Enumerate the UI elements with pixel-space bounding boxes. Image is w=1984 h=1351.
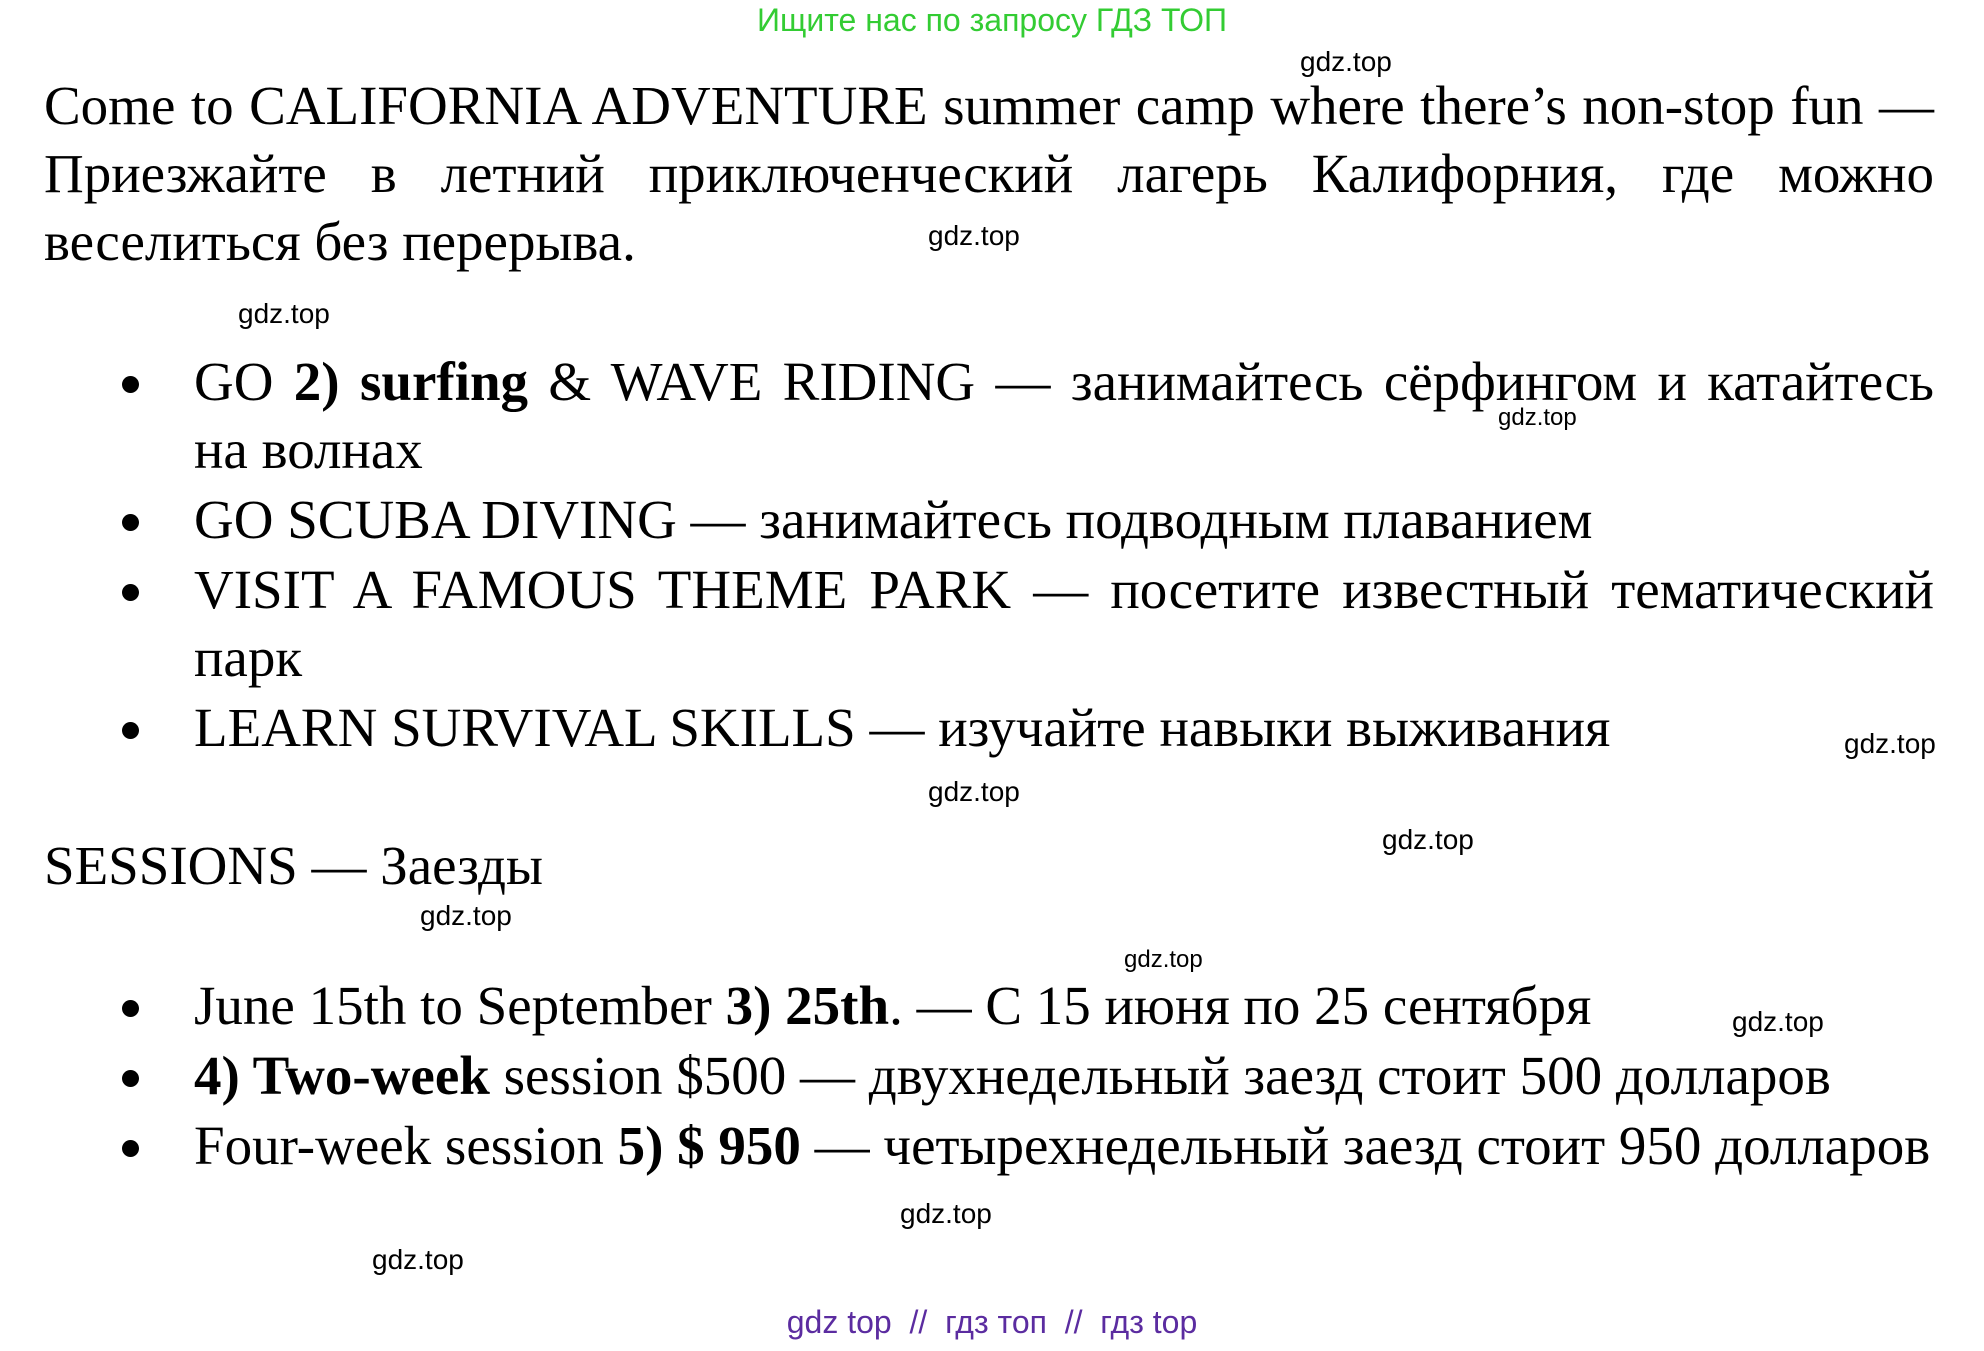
watermark: gdz.top bbox=[1300, 46, 1392, 77]
watermark: gdz.top bbox=[372, 1244, 464, 1275]
bullet-icon bbox=[122, 722, 139, 739]
activities-list bbox=[0, 348, 1934, 762]
list-item: 4) Two-week session $500 — двухнедельный заезд стоит 500 долларов bbox=[0, 1042, 1934, 1110]
bullet-icon bbox=[122, 514, 139, 531]
search-banner: Ищите нас по запросу ГДЗ ТОП bbox=[757, 2, 1227, 38]
footer-watermark: gdz top // гдз топ // гдз top bbox=[786, 1304, 1198, 1340]
watermark: gdz.top bbox=[1382, 824, 1474, 855]
watermark: gdz.top bbox=[1124, 946, 1203, 973]
watermark: gdz.top bbox=[928, 220, 1020, 251]
bullet-icon bbox=[122, 584, 139, 601]
list-item: Four-week session 5) $ 950 — четырехнедельный заезд стоит 950 долларов bbox=[0, 1112, 1934, 1180]
intro-paragraph: Come to CALIFORNIA ADVENTURE summer camp where there’s non-stop fun — Приезжайте в летний приключенческий лагерь Калифорния, где можно веселиться без перерыва. bbox=[44, 75, 1934, 272]
watermark: gdz.top bbox=[1732, 1006, 1824, 1037]
watermark: gdz.top bbox=[900, 1198, 992, 1229]
watermark: gdz.top bbox=[238, 298, 330, 329]
list-item: June 15th to September 3) 25th. — С 15 июня по 25 сентября bbox=[0, 972, 1934, 1040]
bullet-icon bbox=[122, 1140, 139, 1157]
sessions-heading: SESSIONS — Заезды bbox=[44, 835, 543, 896]
bullet-icon bbox=[122, 376, 139, 393]
list-item: GO 2) surfing & WAVE RIDING — занимайтесь сёрфингом и катайтесь на волнах bbox=[0, 348, 1934, 484]
watermark: gdz.top bbox=[1498, 404, 1577, 431]
list-item: GO SCUBA DIVING — занимайтесь подводным плаванием bbox=[0, 486, 1934, 554]
list-item: LEARN SURVIVAL SKILLS — изучайте навыки выживания bbox=[0, 694, 1934, 762]
list-item: VISIT A FAMOUS THEME PARK — посетите известный тематический парк bbox=[0, 556, 1934, 692]
bullet-icon bbox=[122, 1000, 139, 1017]
watermark: gdz.top bbox=[420, 900, 512, 931]
watermark: gdz.top bbox=[1844, 728, 1936, 759]
sessions-list bbox=[0, 972, 1934, 1180]
watermark: gdz.top bbox=[928, 776, 1020, 807]
bullet-icon bbox=[122, 1070, 139, 1087]
